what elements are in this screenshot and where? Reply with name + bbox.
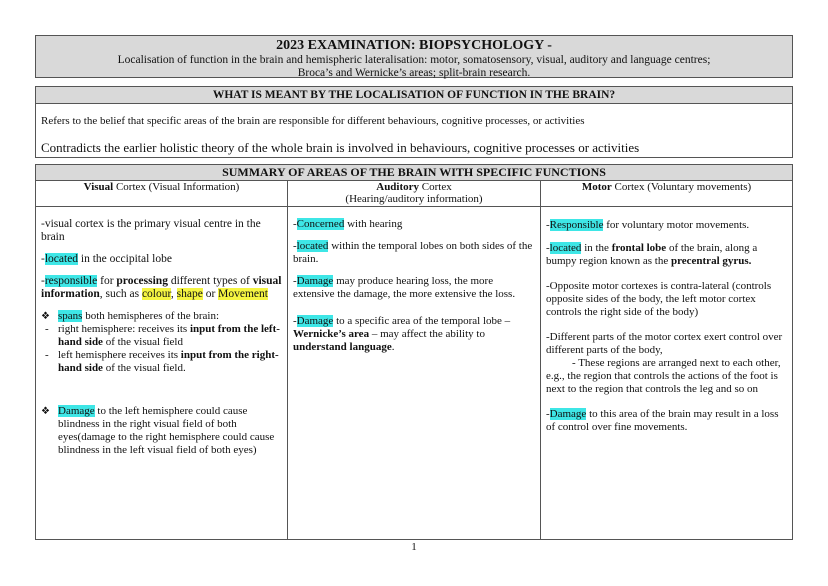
visual-bullet-damage: ❖ Damage to the left hemisphere could cause blindness in the right visual field of both eyes(damage to the right hemisphere could cause blindness in the left visual field of both eyes) (41, 405, 275, 456)
page-title: 2023 EXAMINATION: BIOPSYCHOLOGY - (276, 38, 552, 53)
visual-dash-right: - right hemisphere: receives its input from the left-hand side of the visual field (45, 323, 280, 348)
visual-bullet-spans: ❖ spans both hemispheres of the brain: (41, 310, 220, 322)
title-box (35, 35, 793, 78)
definition-box (35, 86, 793, 158)
motor-cortex-column (541, 180, 792, 539)
motor-body-parts: -Different parts of the motor cortex exert control over different parts of the body, (546, 331, 783, 356)
definition-heading: WHAT IS MEANT BY THE LOCALISATION OF FUNCTION IN THE BRAIN? (36, 87, 792, 104)
auditory-concern: -Concerned with hearing (293, 218, 403, 230)
subtitle-line-2: Broca’s and Wernicke’s areas; split-brain research. (297, 67, 531, 79)
diamond-bullet-icon: ❖ (41, 406, 50, 417)
visual-dash-left: - left hemisphere receives its input from the right-hand side of the visual field. (45, 349, 279, 374)
definition-answer: Refers to the belief that specific areas of the brain are responsible for different behaviours, cognitive processes, or activities (41, 115, 585, 127)
motor-location: -located in the frontal lobe of the brain, along a bumpy region known as the precentral gyrus. (546, 242, 758, 267)
subtitle-line-1: Localisation of function in the brain and hemispheric lateralisation: motor, somatosensory, visual, auditory and language centres; (117, 54, 711, 66)
motor-regions: - These regions are arranged next to each other, e.g., the region that controls the actions of the foot is next to the region that controls the leg and so on (546, 357, 781, 395)
visual-location: -located in the occipital lobe (41, 253, 172, 265)
summary-table (35, 164, 793, 540)
page-number: 1 (411, 541, 417, 553)
auditory-location: -located within the temporal lobes on both sides of the brain. (293, 240, 533, 265)
auditory-column-header: Auditory Cortex (Hearing/auditory information) (288, 180, 540, 207)
motor-damage: -Damage to this area of the brain may result in a loss of control over fine movements. (546, 408, 779, 433)
visual-responsibility: -responsible for processing different types of visual information, such as colour, shape or Movement (41, 275, 282, 300)
summary-heading: SUMMARY OF AREAS OF THE BRAIN WITH SPECIFIC FUNCTIONS (36, 165, 792, 181)
motor-responsibility: -Responsible for voluntary motor movements. (546, 219, 750, 231)
motor-column-header: Motor Cortex (Voluntary movements) (541, 180, 792, 207)
definition-contrast: Contradicts the earlier holistic theory of the whole brain is involved in behaviours, cognitive processes or activities (41, 140, 640, 155)
motor-contralateral: -Opposite motor cortexes is contra-lateral (controls opposite sides of the body, the left motor cortex controls the right side of the body) (546, 280, 772, 318)
visual-cortex-column (36, 180, 288, 539)
auditory-damage: -Damage may produce hearing loss, the more extensive the damage, the more extensive the loss. (293, 275, 516, 300)
diamond-bullet-icon: ❖ (41, 311, 50, 322)
visual-intro: -visual cortex is the primary visual centre in the brain (41, 218, 261, 243)
visual-column-header: Visual Cortex (Visual Information) (36, 180, 287, 207)
auditory-wernicke: -Damage to a specific area of the temporal lobe – Wernicke’s area – may affect the ability to understand language. (293, 315, 511, 353)
auditory-cortex-column (288, 180, 541, 539)
